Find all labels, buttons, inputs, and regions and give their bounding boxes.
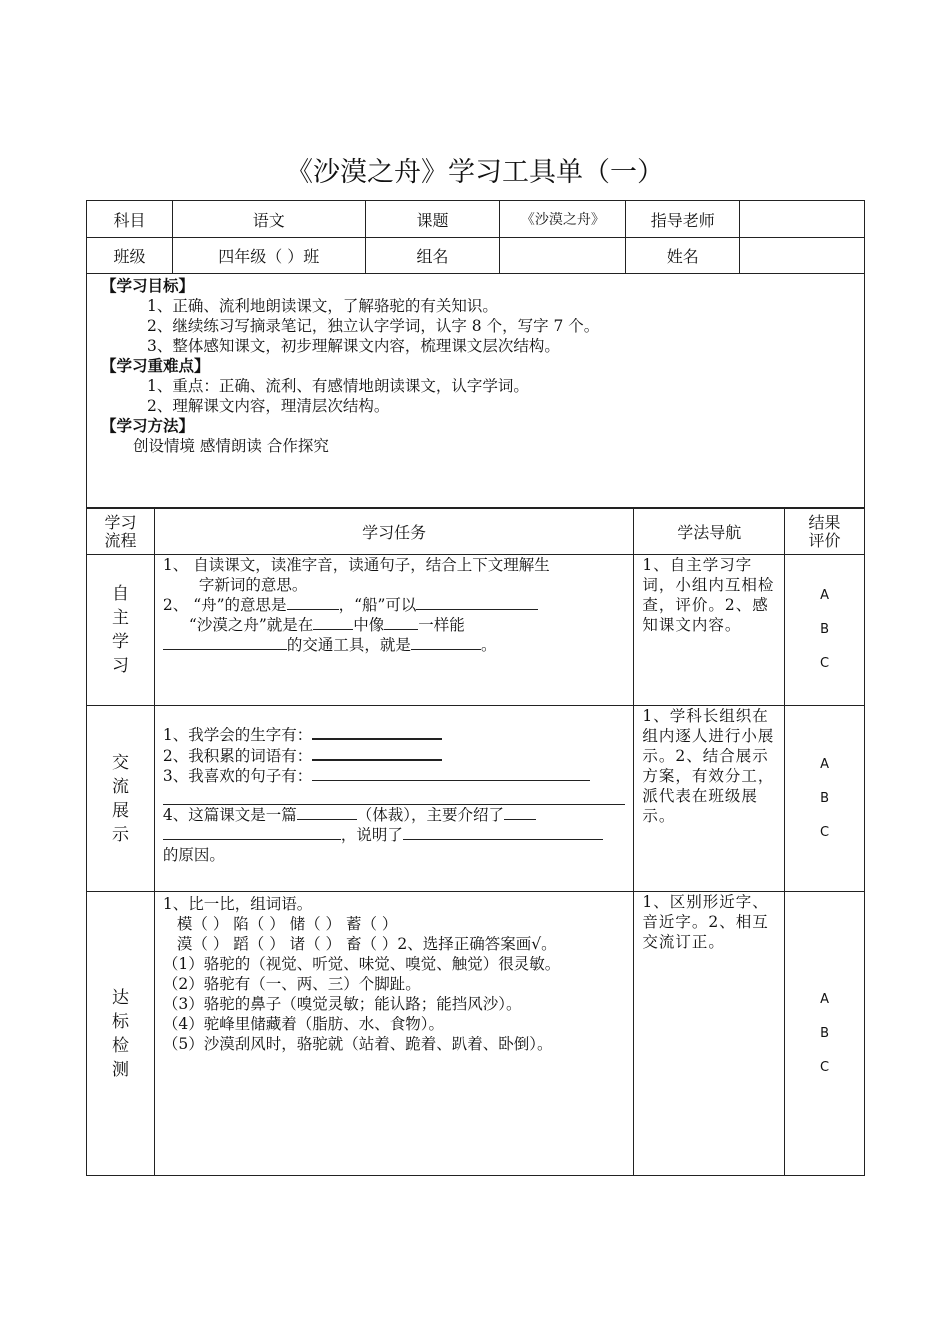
topic-value: 《沙漠之舟》 (500, 201, 626, 238)
task-line: 字新词的意思。 (198, 576, 308, 594)
stage-grades (785, 706, 865, 892)
eval-header: 结果评价 (785, 509, 865, 555)
objectives-section (87, 274, 865, 508)
fill-blank[interactable] (287, 595, 339, 610)
task-line: 3、我喜欢的句子有： (163, 766, 625, 786)
fill-blank[interactable] (312, 766, 590, 781)
task-line: 4、这篇课文是一篇 （体裁），主要介绍了 (163, 805, 625, 825)
task-line: 的交通工具，就是 。 (163, 635, 625, 655)
grade-b[interactable]: B (820, 622, 829, 637)
subject-label: 科目 (87, 201, 173, 238)
class-value[interactable]: 四年级（ ）班 (172, 238, 365, 274)
fill-blank[interactable] (504, 805, 536, 820)
goal-item: 3、整体感知课文，初步理解课文内容，梳理课文层次结构。 (147, 337, 560, 355)
fill-blank[interactable] (384, 615, 418, 630)
group-value[interactable] (500, 238, 626, 274)
task-line: 2、 “舟”的意思是 ，“船”可以 (163, 595, 625, 615)
fill-blank[interactable] (297, 805, 357, 820)
fill-blank[interactable] (312, 724, 442, 740)
nav-header: 学法导航 (634, 509, 785, 555)
task-line: ，说明了 (163, 825, 625, 845)
teacher-label: 指导老师 (626, 201, 740, 238)
goal-item: 1、正确、流利地朗读课文，了解骆驼的有关知识。 (147, 297, 498, 315)
info-table (86, 200, 865, 508)
goals-heading: 【学习目标】 (101, 277, 195, 295)
stage-grades (785, 892, 865, 1176)
stage-task (154, 555, 633, 706)
goal-item: 2、继续练习写摘录笔记，独立认字学词，认字 8 个，写字 7 个。 (147, 317, 600, 335)
fill-blank[interactable] (312, 745, 442, 761)
task-line: “沙漠之舟”就是在 中像 一样能 (188, 616, 465, 634)
stage-task (154, 892, 633, 1176)
task-line: 的原因。 (162, 846, 225, 864)
fill-line[interactable] (163, 786, 625, 805)
fill-blank[interactable] (163, 825, 341, 840)
task-line: （4）驼峰里储藏着（脂肪、水、食物）。 (162, 1015, 445, 1033)
fill-blank[interactable] (403, 825, 603, 840)
task-header: 学习任务 (154, 509, 633, 555)
task-line: 2、我积累的词语有： (163, 745, 625, 766)
grade-c[interactable]: C (820, 1059, 830, 1075)
task-line: （5）沙漠刮风时，骆驼就（站着、跪着、趴着、卧倒）。 (162, 1035, 553, 1053)
grade-c[interactable]: C (820, 824, 830, 840)
task-line: 1、 自读课文，读准字音，读通句子，结合上下文理解生 (162, 556, 550, 574)
task-line: 模（ ） 陷（ ） 储（ ） 蓄（ ） (176, 915, 398, 933)
grade-a[interactable]: A (820, 588, 829, 603)
name-label: 姓名 (626, 238, 740, 274)
stage-task (154, 706, 633, 892)
grade-b[interactable]: B (820, 1025, 829, 1041)
fill-blank[interactable] (163, 635, 287, 650)
teacher-value[interactable] (740, 201, 865, 238)
topic-label: 课题 (365, 201, 500, 238)
grade-a[interactable]: A (820, 756, 829, 772)
grade-a[interactable]: A (820, 991, 829, 1007)
methods-text: 创设情境 感情朗读 合作探究 (133, 437, 329, 455)
stage-name: 交流展示 (87, 706, 155, 892)
task-line: （2）骆驼有（一、两、三）个脚趾。 (162, 975, 421, 993)
stage-nav: 1、自主学习字词，小组内互相检查，评价。2、感知课文内容。 (634, 555, 785, 706)
fill-blank[interactable] (411, 635, 481, 650)
name-value[interactable] (740, 238, 865, 274)
stage-nav: 1、区别形近字、音近字。2、相互交流订正。 (634, 892, 785, 1176)
fill-blank[interactable] (416, 595, 538, 610)
task-line: 1、我学会的生字有： (163, 724, 625, 745)
stage-nav: 1、学科长组织在组内逐人进行小展示。2、结合展示方案，有效分工，派代表在班级展示。 (634, 706, 785, 892)
key-item: 2、理解课文内容，理清层次结构。 (147, 397, 390, 415)
stage-grades (785, 555, 865, 706)
subject-value: 语文 (172, 201, 365, 238)
key-heading: 【学习重难点】 (101, 357, 210, 375)
method-heading: 【学习方法】 (101, 417, 195, 435)
task-line: 漠（ ） 蹈（ ） 诸（ ） 畜（ ）2、选择正确答案画√。 (176, 935, 557, 953)
grade-c[interactable]: C (820, 656, 830, 671)
task-line: （3）骆驼的鼻子（嗅觉灵敏；能认路；能挡风沙）。 (162, 995, 522, 1013)
flow-header: 学习流程 (87, 509, 155, 555)
process-table (86, 508, 865, 1176)
class-label: 班级 (87, 238, 173, 274)
stage-name: 达标检测 (87, 892, 155, 1176)
key-item: 1、重点：正确、流利、有感情地朗读课文，认字学词。 (147, 377, 529, 395)
grade-b[interactable]: B (820, 790, 829, 806)
task-line: 1、比一比，组词语。 (162, 895, 313, 913)
page-title: 《沙漠之舟》学习工具单（一） (286, 157, 664, 188)
stage-name: 自主学习 (87, 555, 155, 706)
task-line: （1）骆驼的（视觉、听觉、味觉、嗅觉、触觉）很灵敏。 (162, 955, 561, 973)
fill-blank[interactable] (313, 615, 353, 630)
group-label: 组名 (365, 238, 500, 274)
